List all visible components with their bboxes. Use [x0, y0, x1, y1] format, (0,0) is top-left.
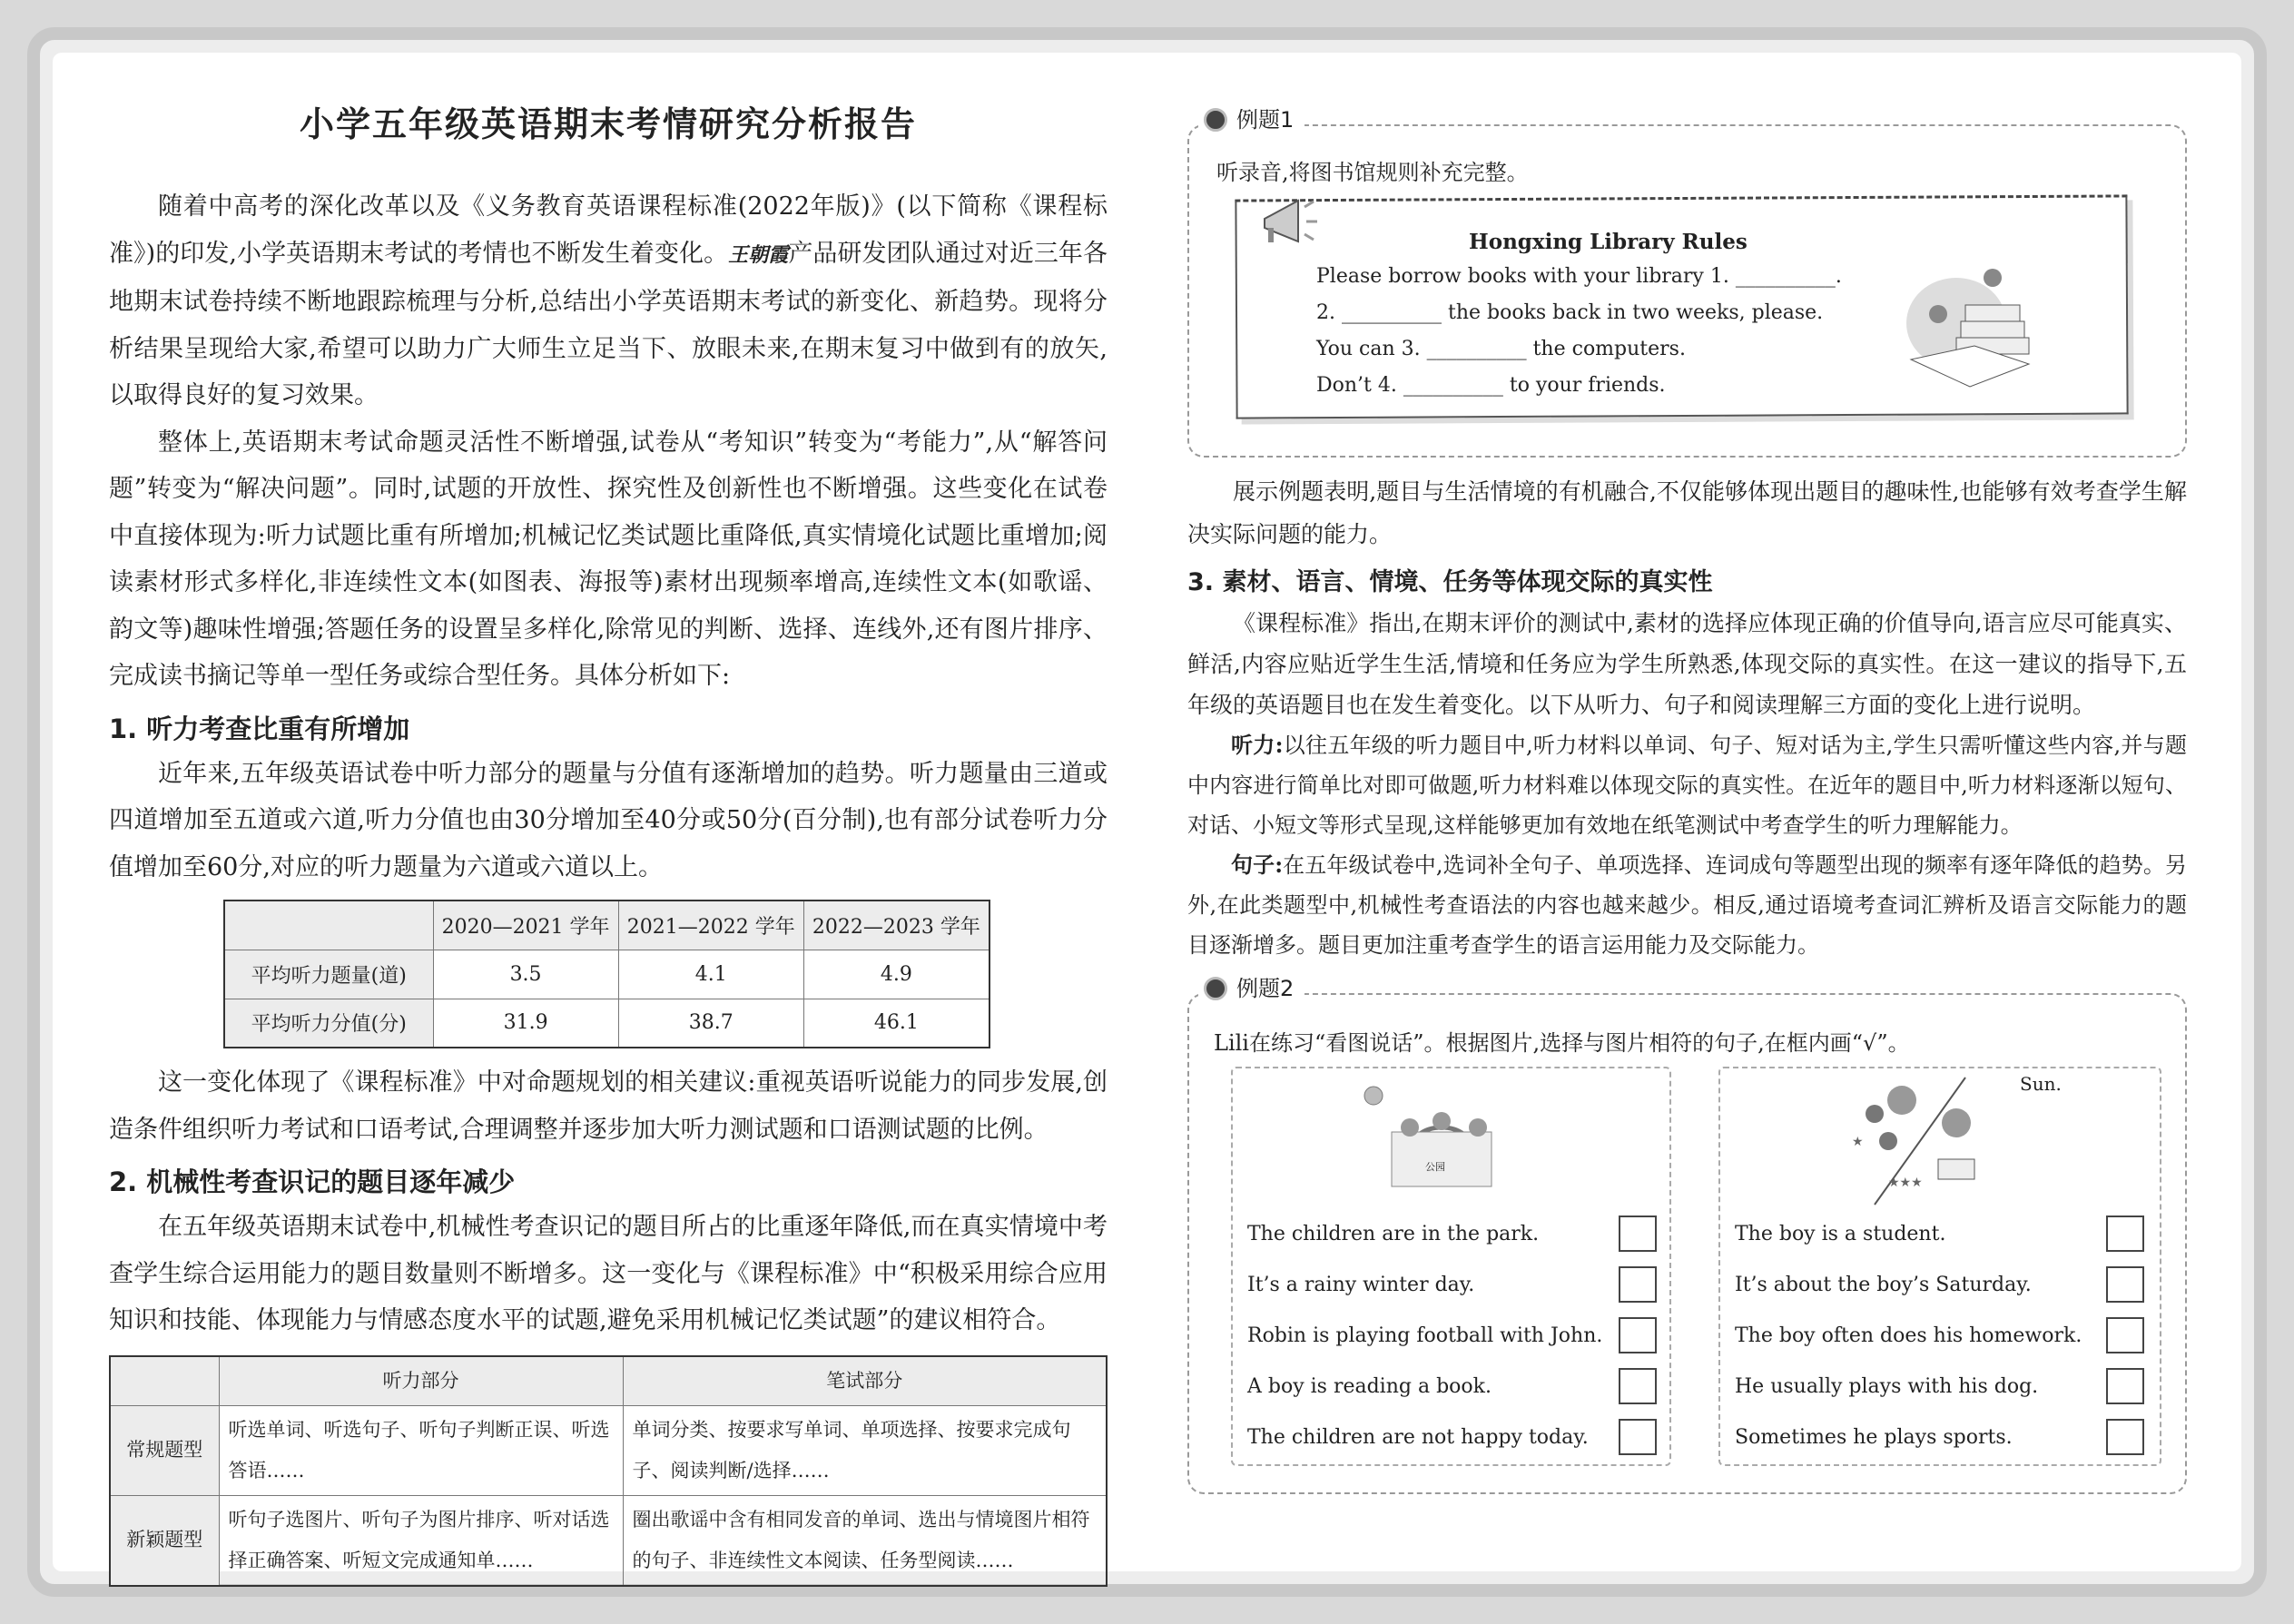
table-header: [224, 901, 433, 950]
svg-text:★: ★: [1852, 1135, 1864, 1149]
right-sentence-1: The boy is a student.: [1735, 1223, 1946, 1245]
example-1: [1187, 105, 2187, 458]
table-header: 2022—2023 学年: [803, 901, 989, 950]
table-cell: 31.9: [433, 999, 618, 1048]
listening-paragraph: [1187, 725, 2187, 845]
rule-1: Please borrow books with your library 1. __________.: [1316, 265, 1842, 288]
brand-logo: 王朝霞: [728, 242, 789, 267]
example-1-label: [1198, 105, 1305, 134]
question-types-table: [109, 1355, 1108, 1587]
intro-paragraph-2: 整体上,英语期末考试命题灵活性不断增强,试卷从“考知识”转变为“考能力”,从“解答问题”转变为“解决问题”。同时,试题的开放性、探究性及创新性也不断增强。这些变化在试卷中直接体现为:听力试题比重有所增加;机械记忆类试题比重降低,真实情境化试题比重增加;阅读素材形式多样化,非连续性文本(如图表、海报等)素材出现频率增高,连续性文本(如歌谣、韵文等)趣味性增强;答题任务的设置呈多样化,除常见的判断、选择、连线外,还有图片排序、完成读书摘记等单一型任务或综合型任务。具体分析如下:: [109, 428, 1108, 690]
checkbox[interactable]: [2106, 1317, 2144, 1353]
boy-illustration: [1847, 1073, 1993, 1209]
right-sentence-4: He usually plays with his dog.: [1735, 1375, 2039, 1398]
right-sentence-2: It’s about the boy’s Saturday.: [1735, 1274, 2032, 1296]
example-2-instruction: Lili在练习“看图说话”。根据图片,选择与图片相符的句子,在框内画“√”。: [1214, 1030, 1910, 1056]
example-2-title: 例题2: [1236, 976, 1295, 1001]
right-sentence-3: The boy often does his homework.: [1735, 1324, 2082, 1347]
left-sentence-5: The children are not happy today.: [1247, 1426, 1589, 1449]
checkbox[interactable]: [1619, 1266, 1657, 1303]
section-2-paragraph: 在五年级英语期末试卷中,机械性考查识记的题目所占的比重逐年降低,而在真实情境中考查学生综合运用能力的题目数量则不断增多。这一变化与《课程标准》中“积极采用综合应用知识和技能、体现能力与情感态度水平的试题,避免采用机械记忆类试题”的建议相符合。: [109, 1213, 1108, 1334]
left-sentence-1: The children are in the park.: [1247, 1223, 1540, 1245]
table-cell: 46.1: [803, 999, 989, 1048]
table-cell: 圈出歌谣中含有相同发音的单词、选出与情境图片相符的句子、非连续性文本阅读、任务型阅读……: [623, 1495, 1107, 1586]
table-header: 笔试部分: [623, 1356, 1107, 1406]
megaphone-icon: [1257, 196, 1321, 251]
page-title: 小学五年级英语期末考情研究分析报告: [299, 104, 917, 144]
left-sentence-3: Robin is playing football with John.: [1247, 1324, 1603, 1347]
row-label: 常规题型: [110, 1405, 219, 1495]
table-cell: 4.1: [618, 950, 803, 999]
left-sentence-2: It’s a rainy winter day.: [1247, 1274, 1475, 1296]
globe-icon: [1204, 108, 1227, 132]
table-cell: 听选单词、听选句子、听句子判断正误、听选答语……: [219, 1405, 623, 1495]
card-title: Hongxing Library Rules: [1469, 230, 1748, 254]
intro-paragraph-1: [109, 183, 1108, 419]
table-cell: 38.7: [618, 999, 803, 1048]
rule-4: Don’t 4. __________ to your friends.: [1316, 374, 1666, 397]
sun-label: Sun.: [2020, 1073, 2062, 1095]
example-2-label: [1198, 974, 1305, 1003]
table-header: 2021—2022 学年: [618, 901, 803, 950]
park-sign: 公园: [1425, 1161, 1445, 1173]
sentence-lead: 句子:: [1231, 851, 1284, 878]
section-1-paragraph: 近年来,五年级英语试卷中听力部分的题量与分值有逐渐增加的趋势。听力题量由三道或四道增加至五道或六道,听力分值也由30分增加至40分或50分(百分制),也有部分试卷听力分值增加至60分,对应的听力题量为六道或六道以上。: [109, 759, 1108, 881]
checkbox[interactable]: [2106, 1216, 2144, 1252]
example-2: [1187, 974, 2187, 1494]
listening-text: 以往五年级的听力题目中,听力材料以单词、句子、短对话为主,学生只需听懂这些内容,并与题中内容进行简单比对即可做题,听力材料难以体现交际的真实性。在近年的题目中,听力材料逐渐以短句、对话、小短文等形式呈现,这样能够更加有效地在纸笔测试中考查学生的听力理解能力。: [1187, 733, 2187, 838]
table-row: [224, 950, 989, 999]
section-1-heading: 1. 听力考查比重有所增加: [109, 713, 410, 744]
checkbox[interactable]: [1619, 1317, 1657, 1353]
park-panel: [1231, 1067, 1671, 1466]
left-sentence-4: A boy is reading a book.: [1247, 1375, 1492, 1398]
checkbox[interactable]: [1619, 1216, 1657, 1252]
rule-3: You can 3. __________ the computers.: [1316, 338, 1686, 360]
rule-2: 2. __________ the books back in two weeks, please.: [1316, 301, 1824, 324]
example-1-summary: 展示例题表明,题目与生活情境的有机融合,不仅能够体现出题目的趣味性,也能够有效考查学生解决实际问题的能力。: [1187, 478, 2187, 547]
table-row: [110, 1495, 1107, 1586]
example-1-title: 例题1: [1236, 107, 1295, 133]
checkbox[interactable]: [1619, 1419, 1657, 1455]
table-row: [224, 999, 989, 1048]
table-row: [110, 1405, 1107, 1495]
boy-panel: [1718, 1067, 2161, 1466]
park-illustration: [1351, 1078, 1532, 1205]
svg-text:★★★: ★★★: [1888, 1176, 1923, 1190]
table-header: 听力部分: [219, 1356, 623, 1406]
left-column: [109, 102, 1108, 1587]
row-label: 平均听力题量(道): [224, 950, 433, 999]
checkbox[interactable]: [1619, 1368, 1657, 1404]
checkbox[interactable]: [2106, 1368, 2144, 1404]
checkbox[interactable]: [2106, 1266, 2144, 1303]
listening-lead: 听力:: [1231, 732, 1284, 758]
checkbox[interactable]: [2106, 1419, 2144, 1455]
table-cell: 单词分类、按要求写单词、单项选择、按要求完成句子、阅读判断/选择……: [623, 1405, 1107, 1495]
listening-stats-table: [223, 900, 990, 1048]
globe-icon: [1204, 977, 1227, 1000]
sentence-text: 在五年级试卷中,选词补全句子、单项选择、连词成句等题型出现的频率有逐年降低的趋势。另外,在此类题型中,机械性考查语法的内容也越来越少。相反,通过语境考查词汇辨析及语言交际能力的题目逐渐增多。题目更加注重考查学生的语言运用能力及交际能力。: [1187, 852, 2187, 958]
table-cell: 听句子选图片、听句子为图片排序、听对话选择正确答案、听短文完成通知单……: [219, 1495, 623, 1586]
section-1-paragraph-2: 这一变化体现了《课程标准》中对命题规划的相关建议:重视英语听说能力的同步发展,创造条件组织听力考试和口语考试,合理调整并逐步加大听力测试题和口语测试题的比例。: [109, 1068, 1108, 1144]
right-sentence-5: Sometimes he plays sports.: [1735, 1426, 2013, 1449]
section-2-heading: 2. 机械性考查识记的题目逐年减少: [109, 1166, 516, 1197]
section-3-heading: 3. 素材、语言、情境、任务等体现交际的真实性: [1187, 568, 1713, 596]
table-cell: 4.9: [803, 950, 989, 999]
intro-text: 随着中高考的深化改革以及《义务教育英语课程标准(2022年版)》(以下简称《课程标准》)的印发,小学英语期末考试的考情也不断发生着变化。: [109, 192, 1108, 268]
sentence-paragraph: [1187, 845, 2187, 965]
section-3-paragraph: 《课程标准》指出,在期末评价的测试中,素材的选择应体现正确的价值导向,语言应尽可能真实、鲜活,内容应贴近学生生活,情境和任务应为学生所熟悉,体现交际的真实性。在这一建议的指导下,五年级的英语题目也在发生着变化。以下从听力、句子和阅读理解三方面的变化上进行说明。: [1187, 610, 2187, 718]
table-cell: 3.5: [433, 950, 618, 999]
row-label: 新颖题型: [110, 1495, 219, 1586]
right-column: [1187, 105, 2187, 1494]
children-books-illustration: [1902, 260, 2047, 396]
table-header: 2020—2021 学年: [433, 901, 618, 950]
row-label: 平均听力分值(分): [224, 999, 433, 1048]
example-1-instruction: 听录音,将图书馆规则补充完整。: [1216, 160, 1529, 185]
intro-text-cont: 产品研发团队通过对近三年各地期末试卷持续不断地跟踪梳理与分析,总结出小学英语期末考试的新变化、新趋势。现将分析结果呈现给大家,希望可以助力广大师生立足当下、放眼未来,在期末复习中做到有的放矢,以取得良好的复习效果。: [109, 239, 1108, 409]
table-header: [110, 1356, 219, 1406]
